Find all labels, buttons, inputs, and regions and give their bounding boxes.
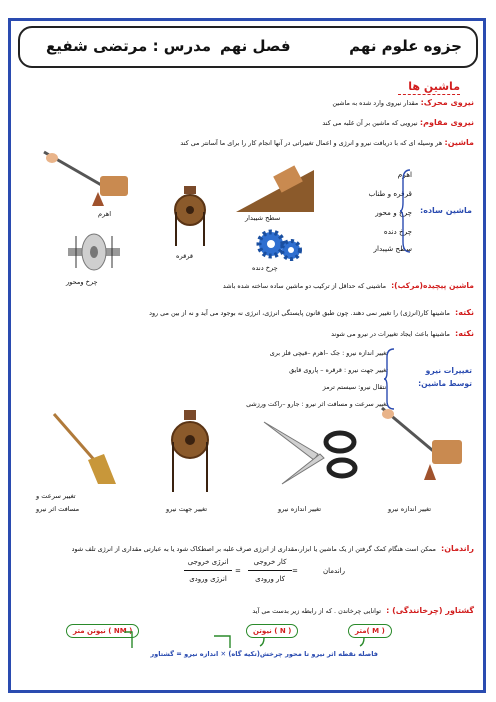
note-text: ماشینها کار(انرژی) را تغییر نمی دهند. چون طبق قانون پایستگی انرژی، انرژی نه بوجود می آید و نه از بین می رود: [149, 309, 450, 317]
caption-scissors: تغییر اندازه نیرو: [278, 505, 322, 513]
fraction-den-2: انرژی ورودی: [189, 575, 227, 583]
def-text: ممکن است هنگام کمک گرفتن از یک ماشین یا ابزار،مقداری از انرژی صرف غلبه بر اصطکاک شود یا به عبارتی مقداری از انرژی تلف شود: [71, 545, 436, 553]
changes-label-2: توسط ماشین:: [418, 379, 472, 388]
def-term: ماشین:: [444, 138, 474, 147]
simple-item-incline: سطح شیبدار: [373, 244, 412, 253]
caption-broom-1: تغییر سرعت و: [36, 492, 76, 500]
def-term: گشتاور (چرخانندگی) :: [386, 606, 474, 615]
page-title: جزوه علوم نهم: [349, 37, 462, 55]
change-item-3: انتقال نیرو: سیستم ترمز: [322, 383, 388, 391]
fraction-den-1: کار ورودی: [255, 575, 285, 583]
teacher-name: مدرس : مرتضی شفیع: [46, 37, 212, 55]
caption-incline: سطح شیبدار: [245, 214, 281, 222]
simple-item-lever: اهرم: [397, 170, 412, 179]
unit-newton: نیوتن ( N ): [246, 624, 298, 638]
def-term: ماشین پیچیده(مرکب):: [391, 281, 474, 290]
fraction-num-1: کار خروجی: [253, 558, 287, 566]
change-item-2: تغییر جهت نیرو : قرقره – پاروی قایق: [289, 366, 388, 374]
caption-wheel-axle: چرخ ومحور: [66, 278, 98, 286]
caption-lever: اهرم: [98, 210, 112, 218]
chapter-title: فصل نهم: [220, 37, 291, 55]
unit-meter: متر( M ): [348, 624, 392, 638]
simple-item-pulley: قرقره و طناب: [368, 189, 412, 198]
def-term: نیروی مقاوم:: [419, 118, 474, 127]
caption-pulley-large: تغییر جهت نیرو: [166, 505, 208, 513]
changes-label-1: تغییرات نیرو: [425, 366, 472, 375]
torque-formula: فاصله نقطه اثر نیرو تا محور چرخش(تکیه گاه) ✕ اندازه نیرو = گشتاور: [150, 650, 378, 658]
def-text: مقدار نیروی وارد شده به ماشین: [332, 99, 419, 107]
change-item-1: تغییر اندازه نیرو : جک –اهرم –قیچی فلز بری: [269, 349, 388, 357]
simple-item-wheel: چرخ و محور: [375, 208, 412, 217]
def-term: راندمان:: [441, 544, 474, 553]
def-text: نیرویی که ماشین بر آن غلبه می کند: [322, 119, 418, 127]
equals-sign-2: =: [235, 567, 241, 575]
section-title: ماشین ها: [408, 80, 460, 93]
caption-broom-2: مسافت اثر نیرو: [36, 505, 80, 513]
note-text: ماشینها باعث ایجاد تغییرات در نیرو می شوند: [331, 330, 450, 338]
simple-item-gear: چرخ دنده: [383, 227, 412, 236]
caption-jack: تغییر اندازه نیرو: [388, 505, 432, 513]
def-text: توانایی چرخاندن . که از رابطه زیر بدست می آید: [252, 607, 382, 615]
note-term: نکته:: [455, 308, 474, 317]
efficiency-lhs: راندمان: [323, 567, 345, 575]
def-text: هر وسیله ای که با دریافت نیرو و انرژی و اعمال تغییراتی در آنها انجام کار را برای ما آسانتر می کند: [180, 139, 443, 147]
fraction-num-2: انرژی خروجی: [187, 558, 229, 566]
def-text: ماشینی که حداقل از ترکیب دو ماشین ساده ساخته شده باشد: [222, 282, 387, 290]
caption-pulley: قرقره: [176, 252, 194, 260]
unit-newton-meter: نیوتن متر ( NM ): [66, 624, 139, 638]
def-term: نیروی محرک:: [420, 98, 474, 107]
change-item-4: تغییر سرعت و مسافت اثر نیرو : جارو –راکت ورزشی: [246, 400, 388, 408]
equals-sign-1: =: [292, 567, 298, 575]
simple-label: ماشین ساده:: [420, 206, 472, 215]
note-term: نکته:: [455, 329, 474, 338]
caption-gear: چرخ دنده: [252, 264, 278, 272]
